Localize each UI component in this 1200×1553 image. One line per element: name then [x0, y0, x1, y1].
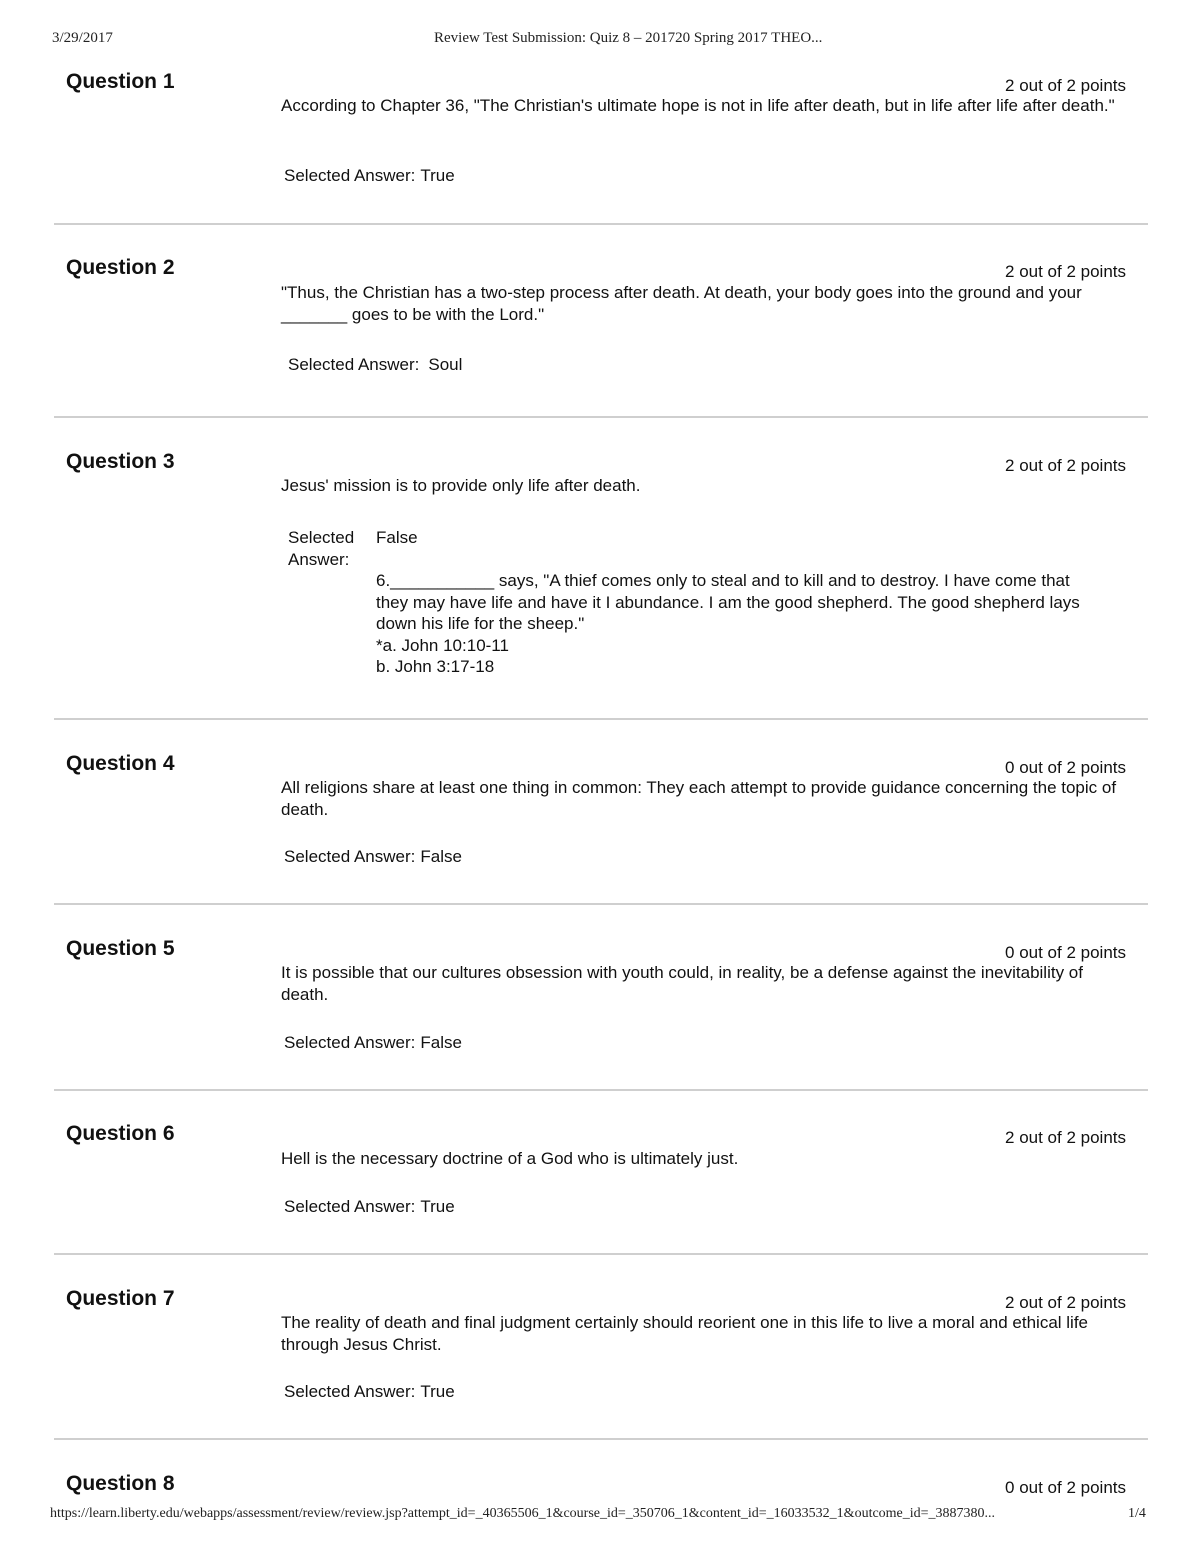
- question-6-points: 2 out of 2 points: [1005, 1128, 1126, 1147]
- selected-answer-label: Selected Answer:: [284, 166, 416, 185]
- question-1-points: 2 out of 2 points: [1005, 76, 1126, 95]
- selected-answer-label: [288, 527, 368, 571]
- selected-answer-label-line2: Answer:: [288, 550, 350, 569]
- question-divider: [54, 416, 1148, 418]
- selected-answer-label: Selected Answer:: [284, 1033, 416, 1052]
- question-2-text: "Thus, the Christian has a two-step process after death. At death, your body goes into the ground and your _______ goes to be with the Lord.": [281, 283, 1082, 324]
- question-1-answer: [284, 166, 455, 186]
- question-8-title: Question 8: [66, 1472, 175, 1495]
- selected-answer-value: False: [376, 528, 418, 547]
- question-7-points: 2 out of 2 points: [1005, 1293, 1126, 1312]
- question-divider: [54, 1089, 1148, 1091]
- print-date: 3/29/2017: [52, 30, 113, 46]
- question-5-points: 0 out of 2 points: [1005, 943, 1126, 962]
- selected-answer-value: Soul: [428, 355, 463, 374]
- page-url: https://learn.liberty.edu/webapps/assessment/review/review.jsp?attempt_id=_40365506_1&course_id=_350706_1&content_id=_16033532_1&outcome_id=_3887380...: [50, 1506, 996, 1521]
- question-6-title: Question 6: [66, 1122, 175, 1145]
- question-divider: [54, 223, 1148, 225]
- page-number: 1/4: [1128, 1506, 1146, 1521]
- question-3-points: 2 out of 2 points: [1005, 456, 1126, 475]
- question-divider: [54, 903, 1148, 905]
- question-divider: [54, 1438, 1148, 1440]
- question-divider: [54, 718, 1148, 720]
- question-3-title: Question 3: [66, 450, 175, 473]
- question-5-text: It is possible that our cultures obsession with youth could, in reality, be a defense against the inevitability of death.: [281, 963, 1083, 1004]
- selected-answer-value: True: [420, 1197, 455, 1216]
- selected-answer-label: Selected Answer:: [284, 847, 416, 866]
- selected-answer-value: True: [420, 166, 455, 185]
- question-2-points: 2 out of 2 points: [1005, 262, 1126, 281]
- selected-answer-value: False: [420, 1033, 462, 1052]
- question-7-text: The reality of death and final judgment certainly should reorient one in this life to live a moral and ethical life through Jesus Christ.: [281, 1313, 1089, 1354]
- selected-answer-label: Selected Answer:: [284, 1197, 416, 1216]
- question-3-text: Jesus' mission is to provide only life after death.: [281, 476, 641, 495]
- question-6-answer: [284, 1197, 455, 1217]
- feedback-line: *a. John 10:10-11: [376, 635, 509, 655]
- question-4-answer: [284, 847, 462, 867]
- question-5-answer: [284, 1033, 462, 1053]
- question-7-title: Question 7: [66, 1287, 175, 1310]
- selected-answer-label: Selected Answer:: [288, 355, 420, 374]
- question-divider: [54, 1253, 1148, 1255]
- question-2-answer: [288, 355, 462, 375]
- question-6-text: Hell is the necessary doctrine of a God who is ultimately just.: [281, 1149, 739, 1168]
- question-8-points: 0 out of 2 points: [1005, 1478, 1126, 1497]
- question-1-text: According to Chapter 36, "The Christian's ultimate hope is not in life after death, but in life after life after death.": [281, 96, 1115, 115]
- page-title: Review Test Submission: Quiz 8 – 201720 Spring 2017 THEO...: [434, 30, 823, 46]
- question-4-points: 0 out of 2 points: [1005, 758, 1126, 777]
- question-4-text: All religions share at least one thing in common: They each attempt to provide guidance concerning the topic of death.: [281, 778, 1117, 819]
- question-5-title: Question 5: [66, 937, 175, 960]
- question-1-title: Question 1: [66, 70, 175, 93]
- question-3-feedback: [376, 570, 1106, 678]
- selected-answer-value: False: [420, 847, 462, 866]
- question-2-title: Question 2: [66, 256, 175, 279]
- selected-answer-label: Selected Answer:: [284, 1382, 416, 1401]
- question-4-title: Question 4: [66, 752, 175, 775]
- feedback-line: b. John 3:17-18: [376, 657, 495, 676]
- feedback-line: 6.___________ says, "A thief comes only to steal and to kill and to destroy. I have come that they may have life and have it I abundance. I am the good shepherd. The good shepherd lays down his life for the sheep.": [376, 571, 1080, 633]
- selected-answer-value: True: [420, 1382, 455, 1401]
- question-7-answer: [284, 1382, 455, 1402]
- selected-answer-label-line1: Selected: [288, 528, 355, 547]
